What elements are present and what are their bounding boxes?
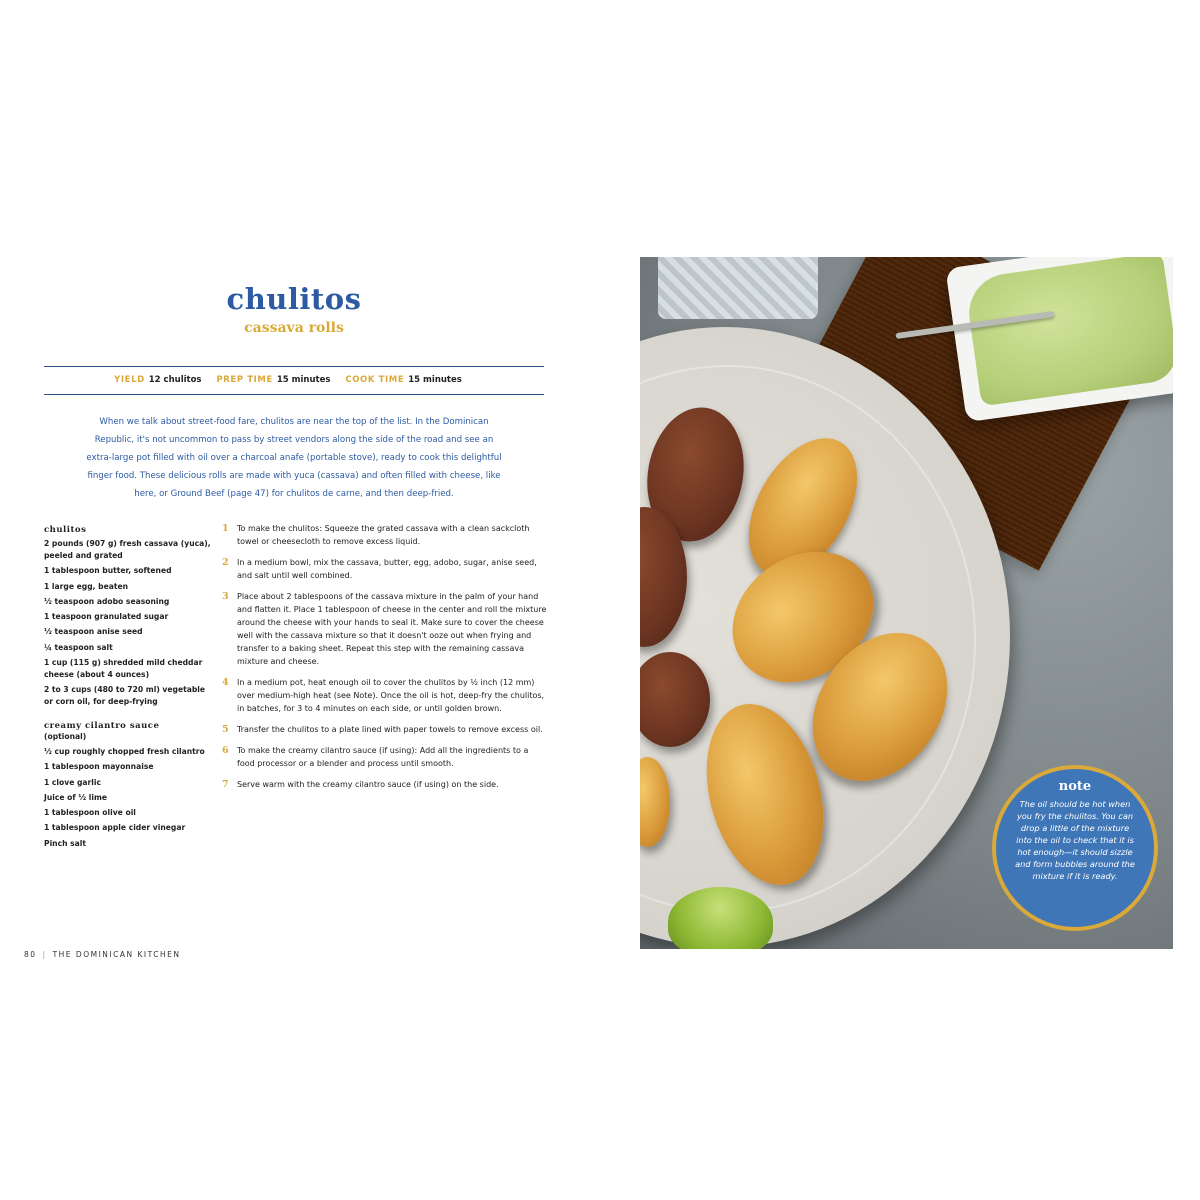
- sauce-item: ½ cup roughly chopped fresh cilantro: [44, 746, 205, 756]
- ingredient-item: 2 pounds (907 g) fresh cassava (yuca), peeled and grated: [44, 539, 211, 560]
- sauce-heading: creamy cilantro sauce: [44, 720, 160, 731]
- sauce-item: 1 tablespoon apple cider vinegar: [44, 823, 186, 833]
- recipe-subtitle: cassava rolls: [244, 320, 344, 336]
- recipe-meta: [44, 375, 544, 385]
- prep-value: 15 minutes: [276, 375, 331, 385]
- step-number: 7: [222, 779, 229, 790]
- step-text: Serve warm with the creamy cilantro sauce (if using) on the side.: [237, 780, 499, 789]
- prep-label: PREP TIME: [216, 375, 273, 385]
- ingredient-item: 2 to 3 cups (480 to 720 ml) vegetable or corn oil, for deep-frying: [44, 685, 206, 707]
- step-item: [222, 522, 548, 548]
- sauce-item: 1 tablespoon olive oil: [44, 808, 136, 818]
- step-number: 1: [222, 523, 229, 534]
- yield-value: 12 chulitos: [148, 375, 202, 385]
- note-text: The oil should be hot when you fry the chulitos. You can drop a little of the mixture into the oil to check that it is hot enough—it should sizzle and form bubbles around the mixture if it is ready.: [1015, 799, 1135, 881]
- step-number: 2: [222, 557, 229, 568]
- ingredient-item: ½ teaspoon anise seed: [44, 627, 143, 637]
- instructions-list: [222, 522, 548, 799]
- step-item: [222, 676, 548, 715]
- step-text: Transfer the chulitos to a plate lined with paper towels to remove excess oil.: [237, 725, 543, 734]
- step-text: Place about 2 tablespoons of the cassava mixture in the palm of your hand and flatten it. Place 1 tablespoon of cheese in the center and roll the mixture around the cheese with your hands to seal it. Make sure to cover the cheese well with the cassava mixture so that it doesn't ooze out when frying and transfer to a baking sheet. Repeat this step with the remaining cassava mixture and cheese.: [237, 592, 547, 666]
- ingredient-item: 1 teaspoon granulated sugar: [44, 612, 169, 622]
- water-glass: [658, 257, 818, 319]
- step-text: In a medium pot, heat enough oil to cover the chulitos by ½ inch (12 mm) over medium-high heat (see Note). Once the oil is hot, deep-fry the chulitos, in batches, for 3 to 4 minutes on each side, or until golden brown.: [237, 678, 545, 713]
- ingredients-list: [44, 525, 214, 853]
- ingredient-item: 1 large egg, beaten: [44, 581, 129, 591]
- step-item: [222, 744, 548, 770]
- step-number: 3: [222, 591, 229, 602]
- sauce-item: Pinch salt: [44, 838, 87, 848]
- step-text: To make the chulitos: Squeeze the grated cassava with a clean sackcloth towel or cheesecloth to remove excess liquid.: [237, 524, 530, 546]
- note-title: note: [1058, 779, 1092, 794]
- top-rule: [44, 366, 544, 367]
- sauce-item: Juice of ½ lime: [44, 792, 108, 802]
- yield-label: YIELD: [114, 375, 145, 385]
- sauce-item: 1 tablespoon mayonnaise: [44, 762, 154, 772]
- lime-wedge: [668, 887, 773, 949]
- bottom-rule: [44, 394, 544, 395]
- recipe-title: chulitos: [226, 282, 362, 316]
- ingredient-item: 1 tablespoon butter, softened: [44, 566, 172, 576]
- ingredients-heading: chulitos: [44, 525, 87, 535]
- recipe-intro: When we talk about street-food fare, chulitos are near the top of the list. In the Dominican Republic, it's not uncommon to pass by street vendors along the side of the road and see an extra-large pot filled with oil over a charcoal anafe (portable stove), ready to cook this delightful finger food. These delicious rolls are made with yuca (cassava) and often filled with cheese, like here, or Ground Beef (page 47) for chulitos de carne, and then deep-fried.: [86, 417, 502, 499]
- ingredient-item: ½ teaspoon adobo seasoning: [44, 596, 170, 606]
- ingredient-item: ¼ teaspoon salt: [44, 642, 113, 652]
- page-footer: 80 | THE DOMINICAN KITCHEN: [24, 950, 181, 959]
- page-number: 80: [24, 950, 37, 959]
- step-number: 4: [222, 677, 229, 688]
- step-item: [222, 556, 548, 582]
- book-title: THE DOMINICAN KITCHEN: [52, 950, 181, 959]
- ingredient-item: 1 cup (115 g) shredded mild cheddar cheese (about 4 ounces): [44, 658, 203, 680]
- step-number: 5: [222, 724, 229, 735]
- note-callout: [992, 765, 1158, 931]
- sauce-heading-note: (optional): [44, 731, 87, 741]
- step-item: [222, 590, 548, 668]
- sauce-item: 1 clove garlic: [44, 777, 102, 787]
- step-item: [222, 778, 548, 791]
- cook-value: 15 minutes: [408, 375, 462, 385]
- step-number: 6: [222, 745, 229, 756]
- step-text: To make the creamy cilantro sauce (if using): Add all the ingredients to a food processor or a blender and process until smooth.: [237, 746, 529, 768]
- step-text: In a medium bowl, mix the cassava, butter, egg, adobo, sugar, anise seed, and salt until well combined.: [237, 558, 537, 580]
- step-item: [222, 723, 548, 736]
- cook-label: COOK TIME: [345, 375, 405, 385]
